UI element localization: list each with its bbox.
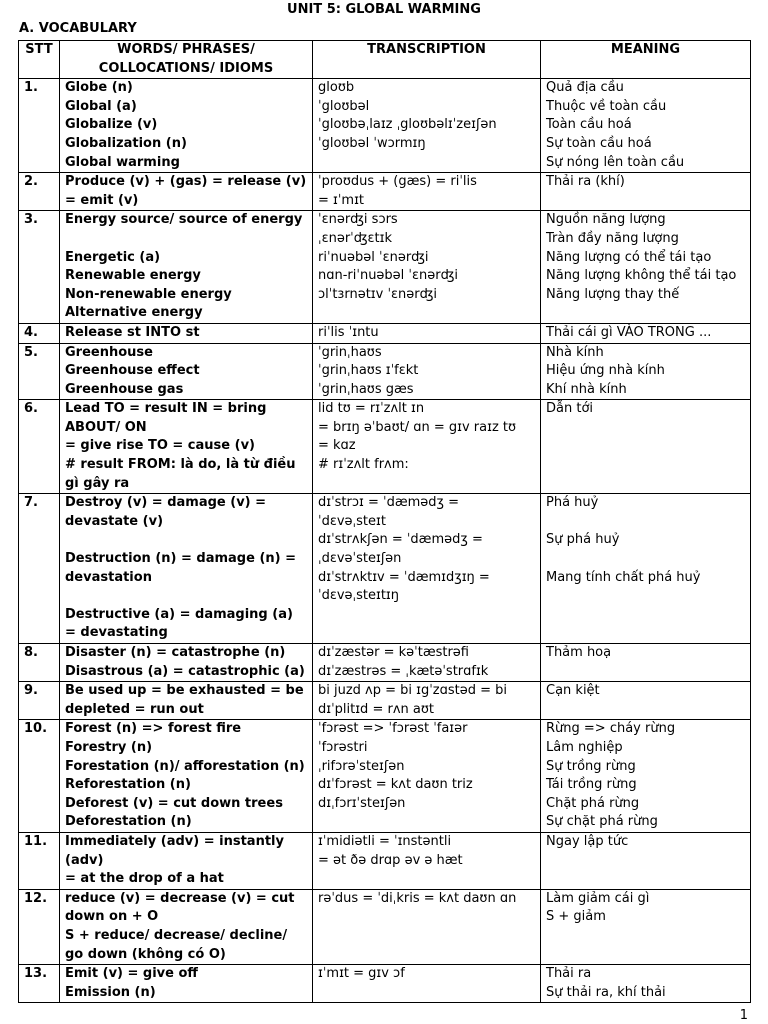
meaning-cell-line: Năng lượng thay thế: [546, 286, 680, 302]
meaning-cell: [541, 173, 751, 211]
word-cell-line: = devastating: [65, 625, 168, 641]
transcription-cell-line: [318, 606, 535, 625]
meaning-cell-line: Nhà kính: [546, 344, 604, 360]
transcription-cell-line: ˈɛnərʤi sɔrs: [318, 212, 398, 228]
transcription-cell-line: [318, 946, 535, 965]
table-row: [19, 323, 751, 343]
meaning-cell-line: Rừng => cháy rừng: [546, 721, 676, 737]
table-row: [19, 173, 751, 211]
word-cell-line: Emit (v) = give off: [65, 966, 198, 982]
word-cell-line: Globalization (n): [65, 135, 187, 151]
meaning-cell: [541, 323, 751, 343]
word-cell-line: Alternative energy: [65, 305, 203, 321]
word-cell: [60, 965, 313, 1003]
transcription-cell-line: ˈproʊdus + (gæs) = riˈlis: [318, 174, 477, 190]
transcription-cell: [313, 965, 541, 1003]
word-cell-line: Global (a): [65, 98, 137, 114]
word-cell-line: ABOUT/ ON: [65, 419, 147, 435]
meaning-cell: [541, 79, 751, 173]
word-cell: [60, 494, 313, 644]
table-row: [19, 720, 751, 833]
word-cell-line: reduce (v) = decrease (v) = cut: [65, 890, 295, 906]
meaning-cell-line: [546, 852, 745, 871]
table-row: [19, 400, 751, 494]
row-number: 8.: [19, 644, 60, 682]
meaning-cell-line: Thải cái gì VÀO TRONG ...: [546, 324, 712, 340]
meaning-cell-line: [546, 456, 745, 475]
word-cell-line: down on + O: [65, 909, 159, 925]
transcription-cell: [313, 173, 541, 211]
word-cell-line: Forest (n) => forest fire: [65, 721, 242, 737]
meaning-cell-line: Sự trồng rừng: [546, 758, 636, 774]
row-number: 9.: [19, 682, 60, 720]
transcription-cell-line: ˈdɛvəˌsteɪt: [318, 513, 386, 529]
row-number: 7.: [19, 494, 60, 644]
word-cell-line: Be used up = be exhausted = be: [65, 683, 304, 699]
transcription-cell-line: ˈgrinˌhaʊs: [318, 344, 382, 360]
vocabulary-table: [18, 40, 751, 1003]
meaning-cell-line: Sự chặt phá rừng: [546, 814, 658, 830]
meaning-cell-line: [546, 927, 745, 946]
meaning-cell: [541, 965, 751, 1003]
meaning-cell-line: Hiệu ứng nhà kính: [546, 363, 665, 379]
transcription-cell-line: [318, 475, 535, 494]
header-transcription: TRANSCRIPTION: [313, 41, 541, 79]
transcription-cell-line: [318, 908, 535, 927]
meaning-cell-line: [546, 192, 745, 211]
transcription-cell-line: [318, 154, 535, 173]
page-title: UNIT 5: GLOBAL WARMING: [287, 2, 481, 17]
transcription-cell-line: riˈlis ˈɪntu: [318, 324, 379, 340]
transcription-cell-line: ˈgloʊbəl ˈwɔrmɪŋ: [318, 135, 426, 151]
meaning-cell-line: [546, 587, 745, 606]
transcription-cell-line: dɪˈplitɪd = rʌn aʊt: [318, 701, 434, 717]
transcription-cell-line: # rɪˈzʌlt frʌm:: [318, 457, 409, 473]
word-cell-line: Renewable energy: [65, 268, 201, 284]
table-row: [19, 343, 751, 400]
meaning-cell: [541, 889, 751, 964]
transcription-cell-line: dɪˈstrʌkʃən = ˈdæmədʒ =: [318, 532, 483, 548]
word-cell-line: = at the drop of a hat: [65, 871, 224, 887]
transcription-cell-line: dɪˈstrɔɪ = ˈdæmədʒ =: [318, 495, 460, 511]
row-number: 5.: [19, 343, 60, 400]
transcription-cell-line: ˈgloʊbəˌlaɪz ˌgloʊbəlɪˈzeɪʃən: [318, 117, 497, 133]
row-number: 13.: [19, 965, 60, 1003]
transcription-cell-line: [318, 927, 535, 946]
meaning-cell-line: Thải ra (khí): [546, 174, 625, 190]
transcription-cell-line: ˈgrinˌhaʊs ɪˈfɛkt: [318, 363, 419, 379]
word-cell-line: Deforest (v) = cut down trees: [65, 795, 283, 811]
transcription-cell-line: ˈfɔrəst => ˈfɔrəst ˈfaɪər: [318, 721, 468, 737]
word-cell-line: Non-renewable energy: [65, 286, 232, 302]
transcription-cell: [313, 211, 541, 324]
word-cell: [60, 832, 313, 889]
transcription-cell: [313, 644, 541, 682]
meaning-cell-line: Tái trồng rừng: [546, 777, 637, 793]
meaning-cell: [541, 343, 751, 400]
header-row: [19, 41, 751, 79]
word-cell: [60, 400, 313, 494]
word-cell-line: S + reduce/ decrease/ decline/: [65, 927, 288, 943]
transcription-cell-line: dɪˈzæstrəs = ˌkætəˈstrɑfɪk: [318, 663, 489, 679]
table-row: [19, 494, 751, 644]
transcription-cell-line: gloʊb: [318, 80, 355, 96]
transcription-cell: [313, 720, 541, 833]
word-cell: [60, 323, 313, 343]
transcription-cell-line: [318, 870, 535, 889]
table-row: [19, 889, 751, 964]
word-cell: [60, 79, 313, 173]
meaning-cell-line: Làm giảm cái gì: [546, 890, 650, 906]
meaning-cell-line: Sự thải ra, khí thải: [546, 984, 666, 1000]
meaning-cell-line: Ngay lập tức: [546, 833, 629, 849]
meaning-cell-line: Quả địa cầu: [546, 80, 624, 96]
meaning-cell: [541, 720, 751, 833]
meaning-cell-line: Toàn cầu hoá: [546, 117, 632, 133]
word-cell-line: Greenhouse: [65, 344, 153, 360]
meaning-cell-line: Thảm hoạ: [546, 645, 612, 660]
word-cell: [60, 343, 313, 400]
word-cell-line: = emit (v): [65, 192, 139, 208]
row-number: 3.: [19, 211, 60, 324]
header-stt: STT: [19, 41, 60, 79]
row-number: 6.: [19, 400, 60, 494]
word-cell-line: Deforestation (n): [65, 814, 192, 830]
transcription-cell-line: dɪˌfɔrɪˈsteɪʃən: [318, 795, 406, 811]
meaning-cell-line: Năng lượng có thể tái tạo: [546, 249, 712, 265]
transcription-cell-line: [318, 984, 535, 1003]
meaning-cell: [541, 400, 751, 494]
meaning-cell-line: Lâm nghiệp: [546, 739, 623, 755]
transcription-cell-line: ˌdɛvəˈsteɪʃən: [318, 551, 402, 567]
word-cell-line: Produce (v) + (gas) = release (v): [65, 174, 307, 190]
word-cell-line: [65, 230, 307, 249]
page-number: 1: [739, 1008, 748, 1023]
meaning-cell: [541, 494, 751, 644]
transcription-cell-line: = kɑz: [318, 438, 356, 454]
transcription-cell-line: ɔlˈtɜrnətɪv ˈɛnərʤi: [318, 286, 437, 302]
word-cell-line: Release st INTO st: [65, 324, 200, 340]
word-cell: [60, 720, 313, 833]
meaning-cell-line: Thuộc về toàn cầu: [546, 98, 667, 114]
transcription-cell: [313, 832, 541, 889]
word-cell-line: Globalize (v): [65, 117, 158, 133]
meaning-cell-line: Khí nhà kính: [546, 381, 627, 397]
transcription-cell: [313, 79, 541, 173]
meaning-cell-line: [546, 870, 745, 889]
meaning-cell-line: [546, 946, 745, 965]
meaning-cell-line: [546, 663, 745, 682]
word-cell-line: Disaster (n) = catastrophe (n): [65, 645, 286, 660]
transcription-cell: [313, 343, 541, 400]
transcription-cell-line: dɪˈzæstər = kəˈtæstrəfi: [318, 645, 469, 660]
row-number: 1.: [19, 79, 60, 173]
word-cell-line: Energetic (a): [65, 249, 161, 265]
word-cell-line: go down (không có O): [65, 946, 226, 962]
word-cell-line: [65, 587, 307, 606]
meaning-cell-line: [546, 701, 745, 720]
word-cell-line: devastate (v): [65, 513, 164, 529]
word-cell: [60, 889, 313, 964]
meaning-cell: [541, 211, 751, 324]
word-cell-line: devastation: [65, 569, 152, 585]
meaning-cell-line: Sự nóng lên toàn cầu: [546, 154, 685, 170]
meaning-cell: [541, 682, 751, 720]
transcription-cell-line: ˌrifɔrəˈsteɪʃən: [318, 758, 405, 774]
meaning-cell-line: [546, 606, 745, 625]
word-cell-line: Reforestation (n): [65, 777, 191, 793]
transcription-cell-line: ˈfɔrəstri: [318, 739, 368, 755]
vocabulary-rows: [19, 79, 751, 1003]
meaning-cell-line: Mang tính chất phá huỷ: [546, 569, 701, 585]
meaning-cell-line: S + giảm: [546, 909, 606, 925]
word-cell-line: Energy source/ source of energy: [65, 212, 303, 228]
table-row: [19, 832, 751, 889]
row-number: 11.: [19, 832, 60, 889]
transcription-cell-line: nɑn-riˈnuəbəl ˈɛnərʤi: [318, 268, 458, 284]
transcription-cell-line: ˈgrinˌhaʊs gæs: [318, 381, 414, 397]
word-cell-line: Forestry (n): [65, 739, 153, 755]
transcription-cell-line: ˌɛnərˈʤɛtɪk: [318, 230, 392, 246]
transcription-cell: [313, 682, 541, 720]
table-row: [19, 965, 751, 1003]
transcription-cell: [313, 400, 541, 494]
table-row: [19, 211, 751, 324]
transcription-cell-line: = ət ðə drɑp əv ə hæt: [318, 852, 463, 868]
table-row: [19, 79, 751, 173]
table-row: [19, 682, 751, 720]
transcription-cell-line: lid tʊ = rɪˈzʌlt ɪn: [318, 401, 425, 417]
word-cell-line: Disastrous (a) = catastrophic (a): [65, 663, 305, 679]
word-cell: [60, 644, 313, 682]
transcription-cell: [313, 323, 541, 343]
meaning-cell-line: [546, 550, 745, 569]
meaning-cell: [541, 832, 751, 889]
row-number: 2.: [19, 173, 60, 211]
meaning-cell-line: [546, 475, 745, 494]
meaning-cell-line: [546, 419, 745, 438]
transcription-cell-line: riˈnuəbəl ˈɛnərʤi: [318, 249, 429, 265]
meaning-cell-line: Dẫn tới: [546, 401, 594, 417]
word-cell-line: = give rise TO = cause (v): [65, 438, 255, 454]
transcription-cell-line: ˈdɛvəˌsteɪtɪŋ: [318, 588, 399, 604]
word-cell-line: Destruction (n) = damage (n) =: [65, 551, 296, 567]
transcription-cell-line: ɪˈmidiətli = ˈɪnstəntli: [318, 833, 452, 849]
word-cell-line: Destructive (a) = damaging (a): [65, 606, 293, 622]
transcription-cell-line: = brɪŋ əˈbaʊt/ ɑn = gɪv raɪz tʊ: [318, 419, 517, 435]
meaning-cell-line: [546, 304, 745, 323]
word-cell: [60, 211, 313, 324]
transcription-cell-line: ɪˈmɪt = gɪv ɔf: [318, 966, 405, 982]
transcription-cell-line: [318, 624, 535, 643]
meaning-cell: [541, 644, 751, 682]
transcription-cell-line: [318, 304, 535, 323]
meaning-cell-line: Sự phá huỷ: [546, 532, 620, 548]
meaning-cell-line: Nguồn năng lượng: [546, 212, 666, 228]
word-cell-line: Greenhouse effect: [65, 363, 200, 379]
word-cell-line: Global warming: [65, 154, 180, 170]
word-cell-line: gì gây ra: [65, 475, 130, 491]
row-number: 4.: [19, 323, 60, 343]
meaning-cell-line: Năng lượng không thể tái tạo: [546, 268, 737, 284]
word-cell-line: Immediately (adv) = instantly: [65, 833, 284, 849]
word-cell-line: Globe (n): [65, 80, 133, 96]
transcription-cell-line: = ɪˈmɪt: [318, 192, 365, 208]
word-cell-line: Emission (n): [65, 984, 156, 1000]
word-cell-line: # result FROM: là do, là từ điều: [65, 457, 296, 473]
transcription-cell-line: ˈgloʊbəl: [318, 98, 370, 114]
meaning-cell-line: Sự toàn cầu hoá: [546, 135, 652, 151]
meaning-cell-line: [546, 513, 745, 532]
transcription-cell-line: rəˈdus = ˈdiˌkris = kʌt daʊn ɑn: [318, 890, 517, 906]
transcription-cell: [313, 494, 541, 644]
word-cell: [60, 173, 313, 211]
word-cell-line: (adv): [65, 852, 104, 868]
word-cell-line: Forestation (n)/ afforestation (n): [65, 758, 305, 774]
transcription-cell-line: bi juzd ʌp = bi ɪgˈzɑstəd = bi: [318, 683, 508, 699]
row-number: 12.: [19, 889, 60, 964]
transcription-cell-line: dɪˈstrʌktɪv = ˈdæmɪdʒɪŋ =: [318, 569, 490, 585]
section-heading: A. VOCABULARY: [19, 21, 137, 36]
header-words: WORDS/ PHRASES/ COLLOCATIONS/ IDIOMS: [60, 41, 313, 79]
row-number: 10.: [19, 720, 60, 833]
transcription-cell: [313, 889, 541, 964]
word-cell-line: depleted = run out: [65, 701, 204, 717]
meaning-cell-line: Cạn kiệt: [546, 683, 600, 699]
meaning-cell-line: Chặt phá rừng: [546, 795, 640, 811]
table-row: [19, 644, 751, 682]
meaning-cell-line: [546, 437, 745, 456]
header-meaning: MEANING: [541, 41, 751, 79]
word-cell-line: [65, 531, 307, 550]
word-cell-line: Destroy (v) = damage (v) =: [65, 495, 267, 511]
meaning-cell-line: [546, 624, 745, 643]
meaning-cell-line: Tràn đầy năng lượng: [546, 230, 679, 246]
transcription-cell-line: dɪˈfɔrəst = kʌt daʊn triz: [318, 777, 473, 793]
meaning-cell-line: Phá huỷ: [546, 495, 599, 511]
word-cell-line: Lead TO = result IN = bring: [65, 401, 267, 417]
word-cell: [60, 682, 313, 720]
word-cell-line: Greenhouse gas: [65, 381, 184, 397]
transcription-cell-line: [318, 813, 535, 832]
meaning-cell-line: Thải ra: [546, 966, 592, 982]
